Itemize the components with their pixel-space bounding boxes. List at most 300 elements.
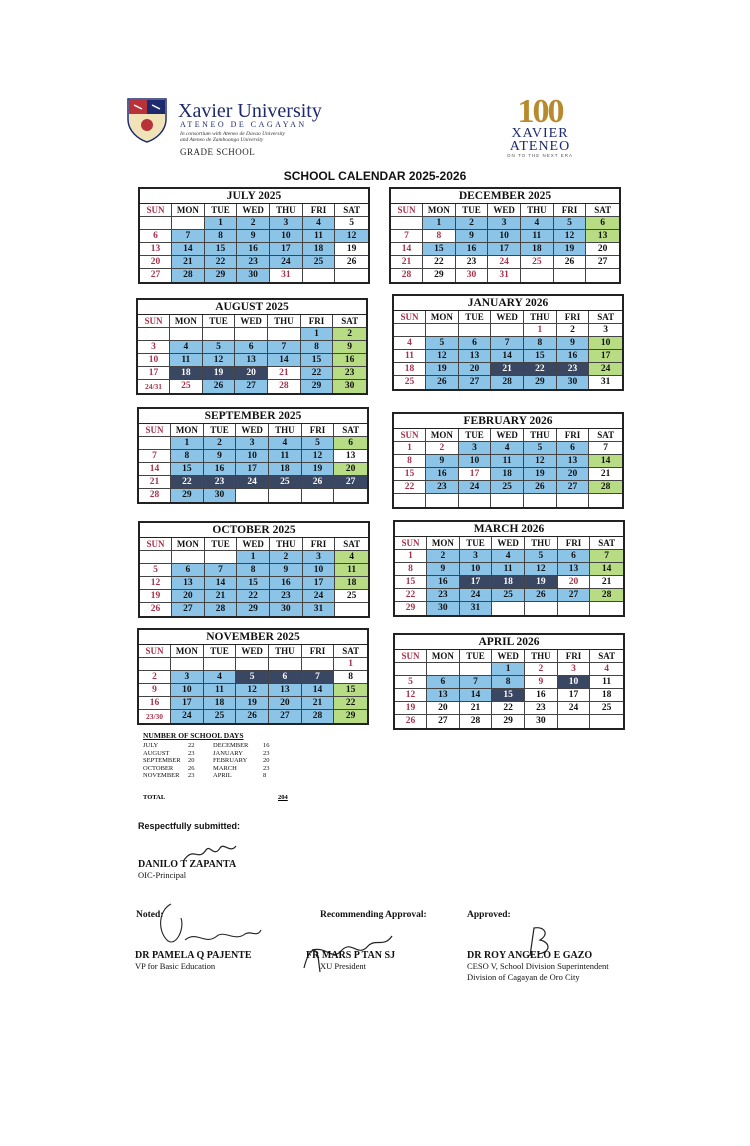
day-cell: 14 [460, 689, 493, 702]
day-cell: 25 [269, 476, 302, 489]
day-cell: 9 [525, 676, 558, 689]
weekday-header: MON [426, 429, 459, 442]
day-cell: 18 [492, 576, 525, 589]
day-cell: 13 [557, 455, 590, 468]
day-cell: 1 [423, 217, 456, 230]
day-cell [426, 324, 459, 337]
day-cell [140, 217, 172, 230]
day-cell: 6 [427, 676, 460, 689]
day-cell: 3 [459, 442, 492, 455]
approved-role-1: CESO V, School Division Superintendent [467, 961, 609, 971]
day-cell: 21 [205, 590, 238, 603]
day-cell: 17 [460, 576, 493, 589]
day-cell: 26 [140, 603, 172, 616]
day-cell: 21 [139, 476, 171, 489]
day-cell: 19 [236, 697, 269, 710]
day-cell: 31 [303, 603, 336, 616]
month-label: APRIL [213, 772, 232, 779]
day-cell: 20 [334, 463, 367, 476]
day-cell: 10 [303, 564, 336, 577]
day-cell: 8 [334, 671, 367, 684]
day-cell: 7 [391, 230, 423, 243]
day-cell: 28 [205, 603, 238, 616]
day-cell: 2 [525, 663, 558, 676]
weekday-header: SUN [138, 315, 170, 328]
day-cell: 17 [270, 243, 303, 256]
day-cell: 1 [524, 324, 557, 337]
day-cell: 26 [302, 476, 335, 489]
day-cell: 23 [333, 367, 366, 380]
day-cell: 20 [586, 243, 619, 256]
day-cell: 29 [171, 489, 204, 502]
day-cell: 13 [586, 230, 619, 243]
month-august-2025 [136, 298, 368, 395]
day-cell: 11 [521, 230, 554, 243]
day-cell: 22 [205, 256, 238, 269]
day-cell [586, 269, 619, 282]
day-cell: 14 [172, 243, 205, 256]
day-cell: 3 [303, 551, 336, 564]
weekday-header: SUN [394, 311, 426, 324]
day-cell: 6 [459, 337, 492, 350]
day-cell: 27 [269, 710, 302, 723]
day-cell: 1 [237, 551, 270, 564]
day-cell: 29 [395, 602, 427, 615]
day-cell: 12 [302, 450, 335, 463]
month-name: APRIL 2026 [395, 635, 623, 650]
day-count: 20 [263, 757, 270, 764]
month-september-2025 [137, 407, 369, 504]
day-cell: 13 [235, 354, 268, 367]
weekday-header: WED [491, 311, 524, 324]
day-cell: 12 [525, 563, 558, 576]
school-days-row [143, 757, 303, 765]
day-cell [394, 324, 426, 337]
day-cell: 1 [171, 437, 204, 450]
day-cell: 18 [335, 577, 368, 590]
day-cell: 26 [426, 376, 459, 389]
weekday-header: SUN [394, 429, 426, 442]
day-cell: 3 [236, 437, 269, 450]
weekday-header: WED [236, 424, 269, 437]
day-cell: 24 [460, 589, 493, 602]
weekday-header: FRI [302, 645, 335, 658]
weekday-header: THU [269, 424, 302, 437]
month-november-2025 [137, 628, 369, 725]
day-cell: 31 [488, 269, 521, 282]
day-cell: 5 [524, 442, 557, 455]
day-cell: 20 [235, 367, 268, 380]
month-label: DECEMBER [213, 742, 249, 749]
day-cell: 28 [491, 376, 524, 389]
day-cell: 12 [140, 577, 172, 590]
day-cell: 25 [335, 590, 368, 603]
day-cell: 3 [558, 663, 591, 676]
month-label: NOVEMBER [143, 772, 180, 779]
recommending-label: Recommending Approval: [320, 910, 427, 920]
day-cell: 17 [459, 468, 492, 481]
day-cell: 8 [301, 341, 334, 354]
day-cell: 5 [525, 550, 558, 563]
consortium-note [180, 131, 340, 143]
day-cell: 13 [459, 350, 492, 363]
day-cell [205, 551, 238, 564]
weekday-header: THU [270, 204, 303, 217]
month-april-2026 [393, 633, 625, 730]
day-cell: 31 [460, 602, 493, 615]
day-cell: 21 [590, 576, 623, 589]
weekday-header: FRI [303, 204, 336, 217]
day-cell: 11 [269, 450, 302, 463]
weekday-header: TUE [204, 645, 237, 658]
day-cell: 19 [140, 590, 172, 603]
day-cell: 25 [491, 481, 524, 494]
day-cell: 26 [525, 589, 558, 602]
weekday-header: TUE [460, 650, 493, 663]
day-cell: 23/30 [139, 710, 171, 723]
day-cell: 9 [456, 230, 489, 243]
day-cell: 7 [172, 230, 205, 243]
day-cell [589, 494, 622, 507]
day-cell: 30 [557, 376, 590, 389]
weekday-header: THU [521, 204, 554, 217]
day-cell: 15 [171, 463, 204, 476]
day-cell: 10 [459, 455, 492, 468]
month-grid [394, 311, 622, 389]
day-cell [524, 494, 557, 507]
day-cell: 14 [590, 563, 623, 576]
day-cell: 9 [204, 450, 237, 463]
day-cell: 20 [269, 697, 302, 710]
university-subtitle: ATENEO DE CAGAYAN [180, 120, 307, 129]
day-cell: 25 [492, 589, 525, 602]
day-cell: 11 [335, 564, 368, 577]
day-cell: 24 [558, 702, 591, 715]
weekday-header: SUN [139, 645, 171, 658]
day-cell: 30 [237, 269, 270, 282]
day-cell: 22 [171, 476, 204, 489]
day-cell: 29 [524, 376, 557, 389]
day-cell: 24/31 [138, 380, 170, 393]
day-count: 8 [263, 772, 267, 779]
day-cell: 10 [270, 230, 303, 243]
day-cell: 26 [335, 256, 368, 269]
day-cell: 22 [524, 363, 557, 376]
day-cell: 16 [525, 689, 558, 702]
day-cell [170, 328, 203, 341]
noted-signature-scribble-icon [145, 900, 265, 952]
day-cell: 26 [395, 715, 427, 728]
weekday-header: SAT [335, 204, 368, 217]
day-cell: 28 [589, 481, 622, 494]
month-name: DECEMBER 2025 [391, 189, 619, 204]
day-cell: 13 [172, 577, 205, 590]
day-cell: 22 [395, 589, 427, 602]
centennial-number: 100 [517, 93, 563, 130]
day-cell: 2 [333, 328, 366, 341]
university-name: Xavier University [178, 100, 322, 122]
month-label: MARCH [213, 764, 237, 772]
weekday-header: MON [171, 424, 204, 437]
day-cell: 21 [302, 697, 335, 710]
day-cell [557, 494, 590, 507]
day-cell: 8 [205, 230, 238, 243]
month-february-2026 [392, 412, 624, 509]
month-grid [138, 315, 366, 393]
day-cell: 14 [589, 455, 622, 468]
weekday-header: SAT [590, 537, 623, 550]
day-cell: 21 [491, 363, 524, 376]
day-cell: 18 [394, 363, 426, 376]
month-label: OCTOBER [143, 764, 174, 772]
day-cell: 7 [205, 564, 238, 577]
day-cell [491, 324, 524, 337]
day-cell: 30 [270, 603, 303, 616]
day-cell [236, 658, 269, 671]
principal-role: OIC-Principal [138, 870, 187, 880]
day-cell: 26 [203, 380, 236, 393]
day-cell: 6 [140, 230, 172, 243]
day-cell: 15 [395, 576, 427, 589]
day-cell: 9 [427, 563, 460, 576]
month-label: JANUARY [213, 749, 243, 757]
day-cell: 7 [268, 341, 301, 354]
approved-name: DR ROY ANGELO E GAZO [467, 950, 593, 961]
day-cell: 10 [558, 676, 591, 689]
weekday-header: MON [172, 204, 205, 217]
day-cell: 20 [140, 256, 172, 269]
day-cell: 6 [172, 564, 205, 577]
day-cell [138, 328, 170, 341]
consortium-line-2: and Ateneo de Zamboanga University [180, 137, 264, 143]
approved-role-2: Division of Cagayan de Oro City [467, 972, 580, 982]
day-cell: 1 [395, 550, 427, 563]
day-cell: 24 [236, 476, 269, 489]
month-name: JANUARY 2026 [394, 296, 622, 311]
day-cell [235, 328, 268, 341]
day-cell: 30 [456, 269, 489, 282]
day-cell: 31 [600, 377, 611, 387]
day-cell: 20 [459, 363, 492, 376]
weekday-header: SAT [333, 315, 366, 328]
day-cell: 11 [491, 455, 524, 468]
day-cell: 4 [491, 442, 524, 455]
day-cell: 30 [333, 380, 366, 393]
day-cell: 24 [488, 256, 521, 269]
weekday-header: WED [492, 537, 525, 550]
day-cell: 21 [391, 256, 423, 269]
weekday-header: FRI [558, 537, 591, 550]
day-cell: 29 [237, 603, 270, 616]
weekday-header: THU [524, 429, 557, 442]
day-cell [335, 269, 368, 282]
weekday-header: WED [488, 204, 521, 217]
centennial-line-2: ATENEO [509, 139, 571, 154]
day-cell [171, 658, 204, 671]
day-cell: 26 [236, 710, 269, 723]
day-cell [303, 269, 336, 282]
day-cell: 4 [269, 437, 302, 450]
day-cell: 18 [303, 243, 336, 256]
centennial-logo [500, 93, 580, 158]
day-cell: 22 [492, 702, 525, 715]
day-cell: 30 [204, 489, 237, 502]
day-cell: 5 [554, 217, 587, 230]
day-cell: 10 [138, 354, 170, 367]
day-cell: 28 [139, 489, 171, 502]
day-cell: 16 [427, 576, 460, 589]
day-cell: 20 [172, 590, 205, 603]
day-cell: 12 [426, 350, 459, 363]
day-cell: 27 [334, 476, 367, 489]
day-cell: 22 [237, 590, 270, 603]
day-count: 22 [188, 742, 195, 749]
day-cell: 14 [268, 354, 301, 367]
day-cell: 27 [586, 256, 619, 269]
day-cell: 8 [237, 564, 270, 577]
month-name: MARCH 2026 [395, 522, 623, 537]
day-cell: 18 [521, 243, 554, 256]
weekday-header: MON [427, 537, 460, 550]
day-cell: 25 [204, 710, 237, 723]
day-cell [459, 324, 492, 337]
day-count: 23 [188, 772, 195, 779]
day-cell: 19 [426, 363, 459, 376]
month-grid [140, 538, 368, 616]
day-cell: 7 [590, 550, 623, 563]
day-cell: 17 [138, 367, 170, 380]
month-name: NOVEMBER 2025 [139, 630, 367, 645]
weekday-header: SAT [335, 538, 368, 551]
day-count: 20 [188, 757, 195, 764]
day-cell: 30 [525, 715, 558, 728]
day-cell [302, 489, 335, 502]
day-cell [172, 551, 205, 564]
day-cell: 4 [394, 337, 426, 350]
weekday-header: FRI [558, 650, 591, 663]
day-cell: 8 [395, 563, 427, 576]
calendar-title: SCHOOL CALENDAR 2025-2026 [283, 169, 467, 183]
day-cell: 14 [391, 243, 423, 256]
day-cell: 18 [590, 689, 623, 702]
day-cell: 1 [394, 442, 426, 455]
day-cell [427, 663, 460, 676]
day-cell [491, 494, 524, 507]
day-cell: 2 [139, 671, 171, 684]
weekday-header: THU [268, 315, 301, 328]
weekday-header: TUE [459, 429, 492, 442]
day-cell [525, 602, 558, 615]
month-grid [395, 537, 623, 615]
day-cell: 1 [301, 328, 334, 341]
day-cell: 29 [301, 380, 334, 393]
consortium-line-1: In consortium with Ateneo de Davao University [180, 131, 285, 137]
day-cell: 29 [492, 715, 525, 728]
day-cell: 21 [268, 367, 301, 380]
day-cell: 10 [589, 337, 622, 350]
day-cell: 10 [488, 230, 521, 243]
day-cell: 6 [269, 671, 302, 684]
day-cell: 10 [236, 450, 269, 463]
day-cell: 22 [423, 256, 456, 269]
day-cell: 5 [236, 671, 269, 684]
day-cell: 23 [237, 256, 270, 269]
day-cell: 6 [334, 437, 367, 450]
day-cell: 21 [589, 468, 622, 481]
day-cell: 5 [140, 564, 172, 577]
day-cell: 28 [460, 715, 493, 728]
day-cell: 17 [236, 463, 269, 476]
day-cell: 14 [205, 577, 238, 590]
day-cell: 11 [590, 676, 623, 689]
day-cell [269, 658, 302, 671]
weekday-header: FRI [302, 424, 335, 437]
month-january-2026 [392, 294, 624, 391]
weekday-header: MON [170, 315, 203, 328]
day-cell: 27 [459, 376, 492, 389]
day-cell [460, 663, 493, 676]
respectfully-submitted: Respectfully submitted: [138, 821, 241, 831]
weekday-header: SAT [589, 311, 622, 324]
day-cell: 17 [488, 243, 521, 256]
day-cell: 29 [423, 269, 456, 282]
day-cell [268, 328, 301, 341]
day-cell: 7 [460, 676, 493, 689]
day-cell: 27 [235, 380, 268, 393]
day-cell: 24 [270, 256, 303, 269]
weekday-header: SAT [589, 429, 622, 442]
day-cell: 8 [171, 450, 204, 463]
day-cell: 10 [460, 563, 493, 576]
weekday-header: WED [237, 538, 270, 551]
day-cell: 15 [334, 684, 367, 697]
day-cell: 14 [302, 684, 335, 697]
day-cell: 16 [204, 463, 237, 476]
day-cell: 16 [333, 354, 366, 367]
weekday-header: FRI [554, 204, 587, 217]
day-cell: 12 [236, 684, 269, 697]
weekday-header: SAT [586, 204, 619, 217]
weekday-header: FRI [301, 315, 334, 328]
weekday-header: WED [235, 315, 268, 328]
weekday-header: FRI [303, 538, 336, 551]
month-name: FEBRUARY 2026 [394, 414, 622, 429]
month-october-2025 [138, 521, 370, 618]
day-cell: 18 [204, 697, 237, 710]
day-cell: 30 [427, 602, 460, 615]
weekday-header: FRI [557, 429, 590, 442]
weekday-header: TUE [205, 204, 238, 217]
weekday-header: SUN [395, 537, 427, 550]
day-cell: 23 [426, 481, 459, 494]
day-cell: 13 [558, 563, 591, 576]
day-cell: 8 [394, 455, 426, 468]
day-cell: 13 [269, 684, 302, 697]
day-cell: 25 [303, 256, 336, 269]
day-cell: 3 [589, 324, 622, 337]
recommending-name: FR MARS P TAN SJ [306, 950, 396, 961]
day-cell: 29 [205, 269, 238, 282]
day-cell: 25 [170, 380, 203, 393]
weekday-header: TUE [460, 537, 493, 550]
day-cell: 23 [525, 702, 558, 715]
day-cell: 18 [269, 463, 302, 476]
day-cell: 18 [491, 468, 524, 481]
day-cell [558, 715, 591, 728]
weekday-header: THU [269, 645, 302, 658]
day-cell: 6 [557, 442, 590, 455]
day-cell: 9 [139, 684, 171, 697]
